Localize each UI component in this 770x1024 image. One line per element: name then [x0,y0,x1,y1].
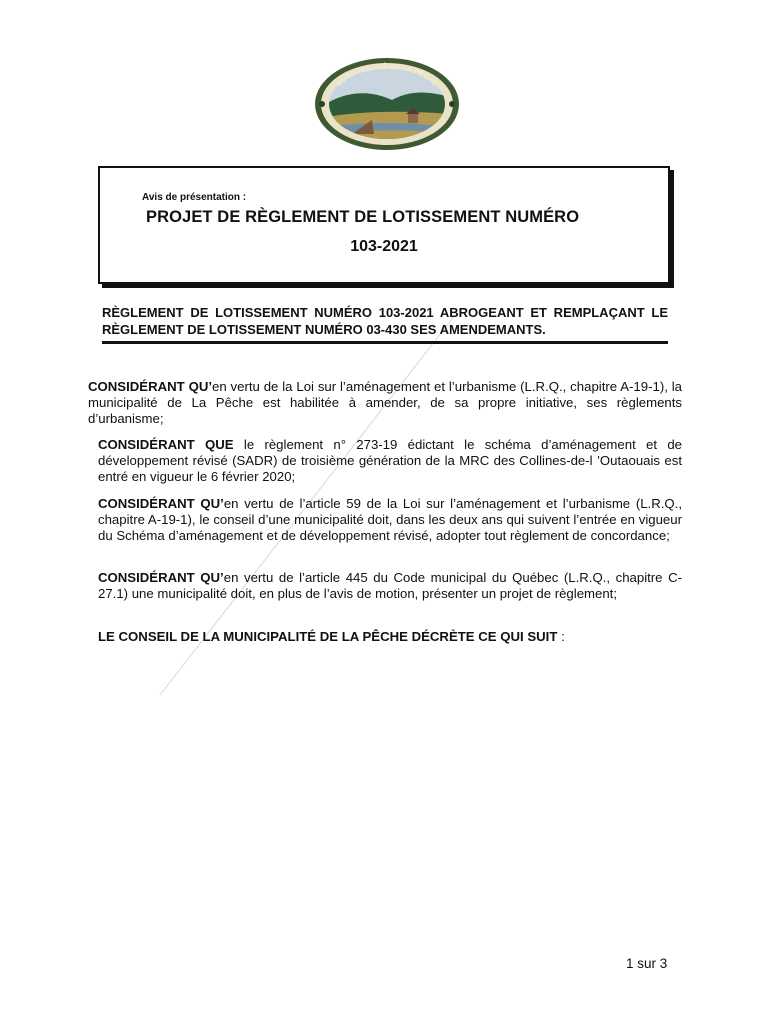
page-number: 1 sur 3 [626,956,668,971]
notice-label: Avis de présentation : [142,192,247,203]
decree-text: LE CONSEIL DE LA MUNICIPALITÉ DE LA PÊCHE DÉCRÈTE CE QUI SUIT [98,629,558,644]
considerant-paragraph-4 [98,570,682,602]
considerant-paragraph-3 [98,496,682,544]
paragraph-lead: CONSIDÉRANT QU’ [98,496,224,511]
paragraph-text: en vertu de l’article 445 du Code municipal du Québec (L.R.Q., chapitre C-27.1) une municipalité doit, en plus de l’avis de motion, présenter un projet de règlement; [98,570,682,601]
paragraph-lead: CONSIDÉRANT QUE [98,437,234,452]
document-number: 103-2021 [350,238,418,255]
paragraph-text: le règlement n° 273-19 édictant le schéma d’aménagement et de développement révisé (SADR) de troisième génération de la MRC des Collines-de-l ’Outaouais est entré en vigueur le 6 février 2020; [98,437,682,484]
paragraph-text: en vertu de la Loi sur l’aménagement et l’urbanisme (L.R.Q., chapitre A-19-1), la municipalité de La Pêche est habilitée à amender, de sa propre initiative, ses règlements d’urbanisme; [88,379,682,426]
seal-text: MUNICIPALITÉ DE LA PÊCHE [335,62,439,89]
considerant-paragraph-1 [88,379,682,427]
paragraph-text: en vertu de l’article 59 de la Loi sur l’aménagement et l’urbanisme (L.R.Q., chapitre A-19-1), le conseil d’une municipalité doit, dans les deux ans qui suivent l’entrée en vigueur du Schéma d’aménagement et de développement révisé, adopter tout règlement de concordance; [98,496,682,543]
paragraph-lead: CONSIDÉRANT QU’ [98,570,224,585]
decree-statement [98,629,565,644]
decree-suffix: : [557,629,565,644]
municipal-seal-logo [312,56,462,152]
regulation-subject: RÈGLEMENT DE LOTISSEMENT NUMÉRO 103-2021 ABROGEANT ET REMPLAÇANT LE RÈGLEMENT DE LOTISSEMENT NUMÉRO 03-430 SES AMENDEMANTS. [102,304,668,344]
paragraph-lead: CONSIDÉRANT QU’ [88,379,213,394]
document-title: PROJET DE RÈGLEMENT DE LOTISSEMENT NUMÉRO [146,208,580,226]
title-box [98,166,670,284]
considerant-paragraph-2 [98,437,682,485]
